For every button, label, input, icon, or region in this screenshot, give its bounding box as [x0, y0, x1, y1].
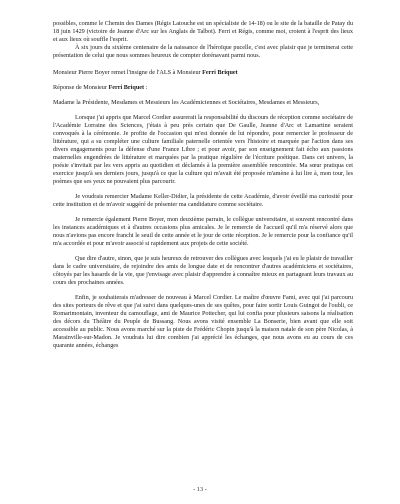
paragraph-9: Que dire d'autre, sinon, que je suis heureux de retrouver des collègues avec lesquels j'ai eu le plaisir de travailler dans le cadre universitaire, de rejoindre des amis de longue date et de rencontrer d'autres académiciens et sociétaires, côtoyés par les hasards de la vie, que j'envisage avec plaisir d'apprendre à connaître mieux en partageant leurs travaux au cours des prochaines années. [53, 255, 353, 286]
name-bold: Ferri Briquet [108, 84, 145, 91]
paragraph-insignia: Monsieur Pierre Boyer remet l'insigne de l'ALS à Monsieur Ferri Briquet [53, 69, 238, 76]
name-bold: Ferri Briquet [202, 69, 238, 76]
paragraph-8: Je remercie également Pierre Boyer, mon deuxième parrain, le collègue universitaire, si souvent rencontré dans les instances académiques et à d'autres occasions plus amicales. Je le remercie de l'accueil qu'il m'a réservé alors que nous n'avions pas encore franchi le seuil de cette année et le jour de cette réception. Je le remercie pour la confiance qu'il m'a accordée et pour m'avoir associé si rapidement aux projets de cette société. [53, 216, 353, 247]
page-number: - 13 - [193, 486, 207, 493]
paragraph-reply-heading: Réponse de Monsieur Ferri Briquet : [53, 84, 148, 91]
paragraph-10: Enfin, je souhaiterais m'adresser de nouveau à Marcel Cordier. Le maître d'œuvre Fami, avec qui j'ai parcouru des sites porteurs de rêve et que j'ai suivi dans quelques-unes de ses quêtes, pour faire sortir Louis Guingot de l'oubli, ce Romarimontain, inventeur du camouflage, ami de Maurice Pottecher, qui lui confia pour plusieurs saisons la réalisation des décors du Théâtre du Peuple de Bussang. Nous avons visité ensemble La Bonserie, bien avant que elle soit accessible au public. Nous avons marché sur la piste de Frédéric Chopin jusqu'à la maison natale de son père Nicolas, à Marainville-sur-Madon. Je voudrais lui dire combien j'ai apprécié les échanges, que nous avons eu au cours de ces quarante années, échanges [53, 294, 353, 349]
paragraph-6: Lorsque j'ai appris que Marcel Cordier assurerait la responsabilité du discours de réception comme sociétaire de l'Académie Lorraine des Sciences, j'étais à peu près certain que De Gaulle, Jeanne d'Arc et Lamartine seraient convoqués à la cérémonie. Je profite de l'occasion qui m'est donnée de lui répondre, pour remercier le professeur de littérature, qui a su compléter une culture familiale paternelle orientée vers l'histoire et marquée par l'action dans ses divers engagements pour la défense d'une France Libre ; et pour avoir, par son enseignement fait écho aux passions maternelles engendrées de littérature et marquées par la pratique régulière de l'écriture poétique. Dans cet univers, la poésie s'invitait par les vers appris au quotidien et déclamés à la première assemblée rencontrée. Ma sœur pratiqua cet exercice jusqu'à ses derniers jours, jusqu'à ce que la culture qui m'avait été proposée m'amène à lui lire à, mon tour, les poèmes que ses yeux ne pouvaient plus parcourir. [53, 114, 353, 185]
paragraph-salutation: Madame la Présidente, Mesdames et Messieurs les Académiciennes et Sociétaires, Mesdames et Messieurs, [53, 99, 320, 106]
paragraph-7: Je voudrais remercier Madame Keller-Didier, la présidente de cette Académie, d'avoir éveillé ma curiosité pour cette institution et de m'avoir suggéré de présenter ma candidature comme sociétaire. [53, 193, 353, 208]
paragraph-1: possibles, comme le Chemin des Dames (Régis Latouche est un spécialiste de 14-18) ou le site de la bataille de Patay du 18 juin 1429 (victoire de Jeanne d'Arc sur les Anglais de Talbot). Ferri et Régis, comme moi, croient à l'esprit des lieux et aux lieux où souffle l'esprit. [53, 20, 353, 43]
document-page [53, 20, 353, 350]
paragraph-2: À six jours du sixième centenaire de la naissance de l'héroïque pucelle, c'est avec plaisir que je terminerai cette présentation de celui que nous sommes heureux de compter dorénavant parmi nous. [53, 44, 353, 59]
